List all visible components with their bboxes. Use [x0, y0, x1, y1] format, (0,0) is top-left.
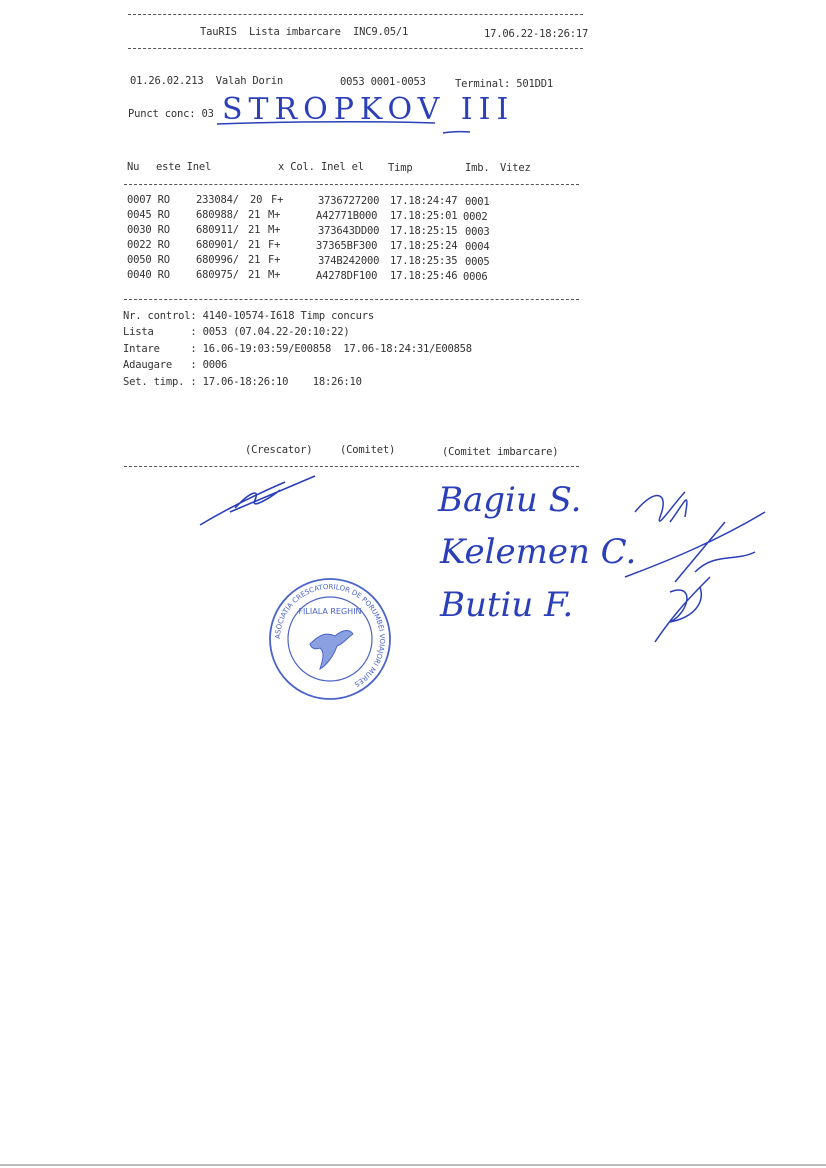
- adaugare-line: Adaugare : 0006: [123, 359, 228, 371]
- row-id: 0030 RO: [127, 224, 170, 236]
- row-year: 21: [248, 209, 261, 221]
- intare-line: Intare : 16.06-19:03:59/E00858 17.06-18:24:31/E00858: [123, 343, 472, 355]
- stamp-inner-text: FILIALA REGHIN: [298, 607, 362, 616]
- col-vitez: Vitez: [500, 162, 531, 174]
- row-time: 17.18:24:47: [390, 195, 458, 207]
- row-year: 21: [248, 239, 261, 251]
- row-imb: 0003: [465, 226, 490, 238]
- sig-comitet-imbarcare-label: (Comitet imbarcare): [442, 446, 559, 458]
- club-owner: 01.26.02.213 Valah Dorin: [130, 75, 284, 87]
- scan-bottom-line: [0, 1164, 826, 1166]
- hand-name-1: Bagiu S.: [438, 480, 582, 520]
- row-ring: 680975/: [196, 269, 239, 281]
- set-timp-line: Set. timp. : 17.06-18:26:10 18:26:10: [123, 376, 362, 388]
- row-chip: A42771B000: [316, 210, 378, 222]
- punct-underline: [215, 120, 475, 140]
- row-ring: 233084/: [196, 194, 239, 206]
- table-bottom-rule: [124, 299, 579, 300]
- row-imb: 0001: [465, 196, 490, 208]
- row-chip: 374B242000: [318, 255, 380, 267]
- row-time: 17.18:25:35: [390, 255, 458, 267]
- row-year: 21: [248, 254, 261, 266]
- table-header-rule: [124, 184, 579, 185]
- row-time: 17.18:25:15: [390, 225, 458, 237]
- top-rule: [128, 14, 583, 15]
- row-time: 17.18:25:24: [390, 240, 458, 252]
- row-time: 17.18:25:46: [390, 270, 458, 282]
- row-chip: 3736727200: [318, 195, 380, 207]
- club-stamp: [265, 574, 395, 704]
- row-year: 21: [248, 269, 261, 281]
- row-chip: 373643DD00: [318, 225, 380, 237]
- row-sex: M+: [268, 209, 281, 221]
- row-chip: 37365BF300: [316, 240, 378, 252]
- terminal-id: Terminal: 501DD1: [455, 78, 553, 90]
- col-timp: Timp: [388, 162, 413, 174]
- control-number: Nr. control: 4140-10574-I618 Timp concurs: [123, 310, 374, 322]
- dove-icon: [310, 630, 353, 669]
- row-ring: 680901/: [196, 239, 239, 251]
- punct-handwritten: STROPKOV III: [222, 92, 515, 127]
- header-rule: [128, 48, 583, 49]
- row-ring: 680988/: [196, 209, 239, 221]
- sig-comitet-label: (Comitet): [340, 444, 396, 456]
- row-id: 0050 RO: [127, 254, 170, 266]
- punct-label: Punct conc: 03: [128, 108, 214, 120]
- row-imb: 0006: [463, 271, 488, 283]
- lista-line: Lista : 0053 (07.04.22-20:10:22): [123, 326, 350, 338]
- list-title: TauRIS Lista imbarcare INC9.05/1: [200, 26, 409, 38]
- row-sex: F+: [268, 254, 281, 266]
- stamp-ring-textpath: ASOCIATIA CRESCATORILOR DE PORUMBEI VOIAJORI MURES: [273, 582, 387, 689]
- col-nu: Nu: [127, 161, 140, 173]
- signature-rule: [124, 466, 579, 467]
- col-col: x Col.: [278, 161, 315, 173]
- col-inel-el: Inel el: [321, 161, 364, 173]
- committee-signatures: [615, 482, 775, 652]
- row-ring: 680996/: [196, 254, 239, 266]
- row-sex: F+: [271, 194, 284, 206]
- row-time: 17.18:25:01: [390, 210, 458, 222]
- row-id: 0040 RO: [127, 269, 170, 281]
- row-id: 0022 RO: [127, 239, 170, 251]
- row-sex: M+: [268, 224, 281, 236]
- row-chip: A4278DF100: [316, 270, 378, 282]
- col-inel: este Inel: [156, 161, 212, 173]
- row-year: 21: [248, 224, 261, 236]
- list-datetime: 17.06.22-18:26:17: [484, 28, 589, 40]
- hand-name-3: Butiu F.: [440, 585, 574, 625]
- sig-crescator-label: (Crescator): [245, 444, 313, 456]
- row-ring: 680911/: [196, 224, 239, 236]
- row-sex: M+: [268, 269, 281, 281]
- ring-range: 0053 0001-0053: [340, 76, 426, 88]
- row-imb: 0004: [465, 241, 490, 253]
- row-imb: 0005: [465, 256, 490, 268]
- crescator-signature: [195, 470, 335, 540]
- col-imb: Imb.: [465, 162, 490, 174]
- row-id: 0045 RO: [127, 209, 170, 221]
- row-sex: F+: [268, 239, 281, 251]
- hand-name-2: Kelemen C.: [440, 532, 637, 572]
- row-imb: 0002: [463, 211, 488, 223]
- row-year: 20: [250, 194, 263, 206]
- row-id: 0007 RO: [127, 194, 170, 206]
